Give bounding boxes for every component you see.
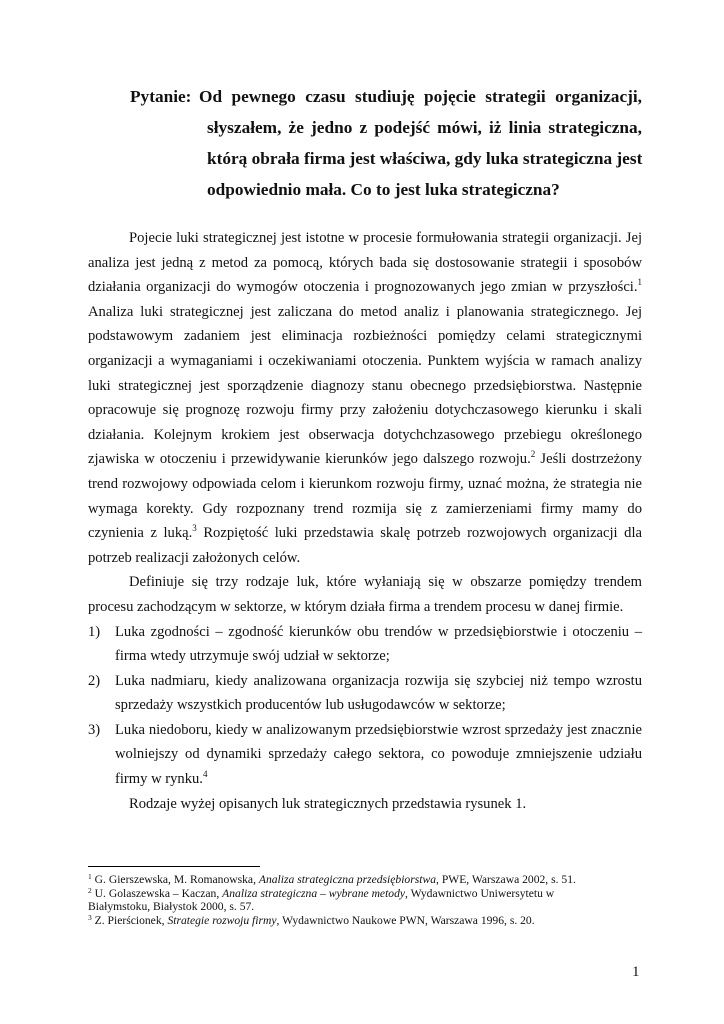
question-line: słyszałem, że jedno z podejść mówi, iż linia strategiczna, <box>207 118 642 137</box>
text-line: firmy w rynku.$^4$ <box>115 769 208 788</box>
text-line: potrzeb realizacji założonych celów. <box>88 549 301 566</box>
footnote: $^2$ U. Golaszewska – Kaczan, Analiza strategiczna – wybrane metody, Wydawnictwo Uniwersytetu w <box>88 885 555 900</box>
footnote-ref[interactable]: 4 <box>202 769 208 780</box>
text-line: Analiza luki strategicznej jest zaliczana do metod analiz i planowania strategicznego. Jej <box>88 303 642 320</box>
text-line: Definiuje się trzy rodzaje luk, które wyłaniają się w obszarze pomiędzy trendem <box>129 574 642 591</box>
body-text <box>88 226 642 816</box>
list-number: 3) <box>88 721 101 738</box>
text-line: działania organizacji do wymogów otoczenia i prognozowanych jego zmian w przyszłości.$^1$ <box>88 277 642 296</box>
text-line: czynienia z luką.$^3$ Rozpiętość luki przedstawia skalę potrzeb rozwojowych organizacji dla <box>88 523 642 542</box>
question-label: Pytanie: <box>130 87 192 106</box>
text-line: firma wtedy utrzymuje swój udział w sektorze; <box>115 648 390 665</box>
text-line: sprzedaży wszystkich producentów lub usługodawców w sektorze; <box>115 697 506 714</box>
list-number: 1) <box>88 623 101 640</box>
text-line: trend rozwojowy odpowiada celom i kierunkom rozwoju firmy, uznać można, że strategia nie <box>88 475 642 492</box>
text-line: organizacji a wymaganiami i oczekiwaniami otoczenia. Punktem wyjścia w ramach analizy <box>88 352 642 369</box>
text-line: Luka nadmiaru, kiedy analizowana organizacja rozwija się szybciej niż tempo wzrostu <box>115 672 642 689</box>
list-number: 2) <box>88 672 101 689</box>
footnote-divider <box>88 866 260 867</box>
text-line: Pojecie luki strategicznej jest istotne w procesie formułowania strategii organizacji. Jej <box>129 230 642 246</box>
list-item <box>88 718 642 792</box>
text-line: procesu zachodzącym w sektorze, w którym działa firma a trendem procesu w danej firmie. <box>88 598 624 615</box>
text-line: Luka zgodności – zgodność kierunków obu trendów w przedsiębiorstwie i otoczeniu – <box>115 623 642 640</box>
footnote-continuation: Białymstoku, Białystok 2000, s. 57. <box>88 900 255 914</box>
footnotes <box>88 873 642 927</box>
page-number: 1 <box>632 964 640 980</box>
question-line: odpowiednio mała. Co to jest luka strategiczna? <box>207 180 560 199</box>
footnote-ref[interactable]: 3 <box>192 523 197 534</box>
text-line: luki strategicznej jest sporządzenie diagnozy stanu obecnego przedsiębiorstwa. Następnie <box>88 377 642 394</box>
footnote-ref[interactable]: 2 <box>530 449 536 460</box>
text-line: wolniejszy od dynamiki sprzedaży całego sektora, co powoduje zmniejszenie udziału <box>115 746 642 763</box>
question-line: którą obrała firma jest właściwa, gdy luka strategiczna jest <box>207 149 643 168</box>
list-item <box>88 669 642 718</box>
text-line: Luka niedoboru, kiedy w analizowanym przedsiębiorstwie wzrost sprzedaży jest znacznie <box>115 721 642 738</box>
text-line: opracowuje się prognozę rozwoju firmy przy założeniu dotychczasowego kierunku i skali <box>88 402 642 419</box>
list-item <box>88 620 642 669</box>
footnote: $^3$ Z. Pierścionek, Strategie rozwoju firmy, Wydawnictwo Naukowe PWN, Warszawa 1996, s. 20. <box>88 912 535 927</box>
text-line: podstawowym zadaniem jest eliminacja rozbieżności pomiędzy celami strategicznymi <box>88 328 642 345</box>
text-line: zjawiska w otoczeniu i przewidywanie kierunków jego dalszego rozwoju.$^2$ Jeśli dostrzeżony <box>88 449 643 468</box>
text-line: analiza jest jedną z metod za pomocą, których bada się dostosowanie strategii i sposobów <box>88 254 642 271</box>
question-line: Od pewnego czasu studiuję pojęcie strategii organizacji, <box>199 87 642 106</box>
text-line: działania. Kolejnym krokiem jest obserwacja dotychchzasowego przebiegu określonego <box>88 426 642 443</box>
footnote-ref[interactable]: 1 <box>637 277 642 288</box>
footnote: $^1$ G. Gierszewska, M. Romanowska, Analiza strategiczna przedsiębiorstwa, PWE, Warszawa 2002, s. 51. <box>88 872 576 886</box>
closing-line: Rodzaje wyżej opisanych luk strategicznych przedstawia rysunek 1. <box>129 795 527 812</box>
text-line: wymaga korekty. Gdy rozpoznany trend rozmija się z zamierzeniami firmy mamy do <box>88 500 642 517</box>
